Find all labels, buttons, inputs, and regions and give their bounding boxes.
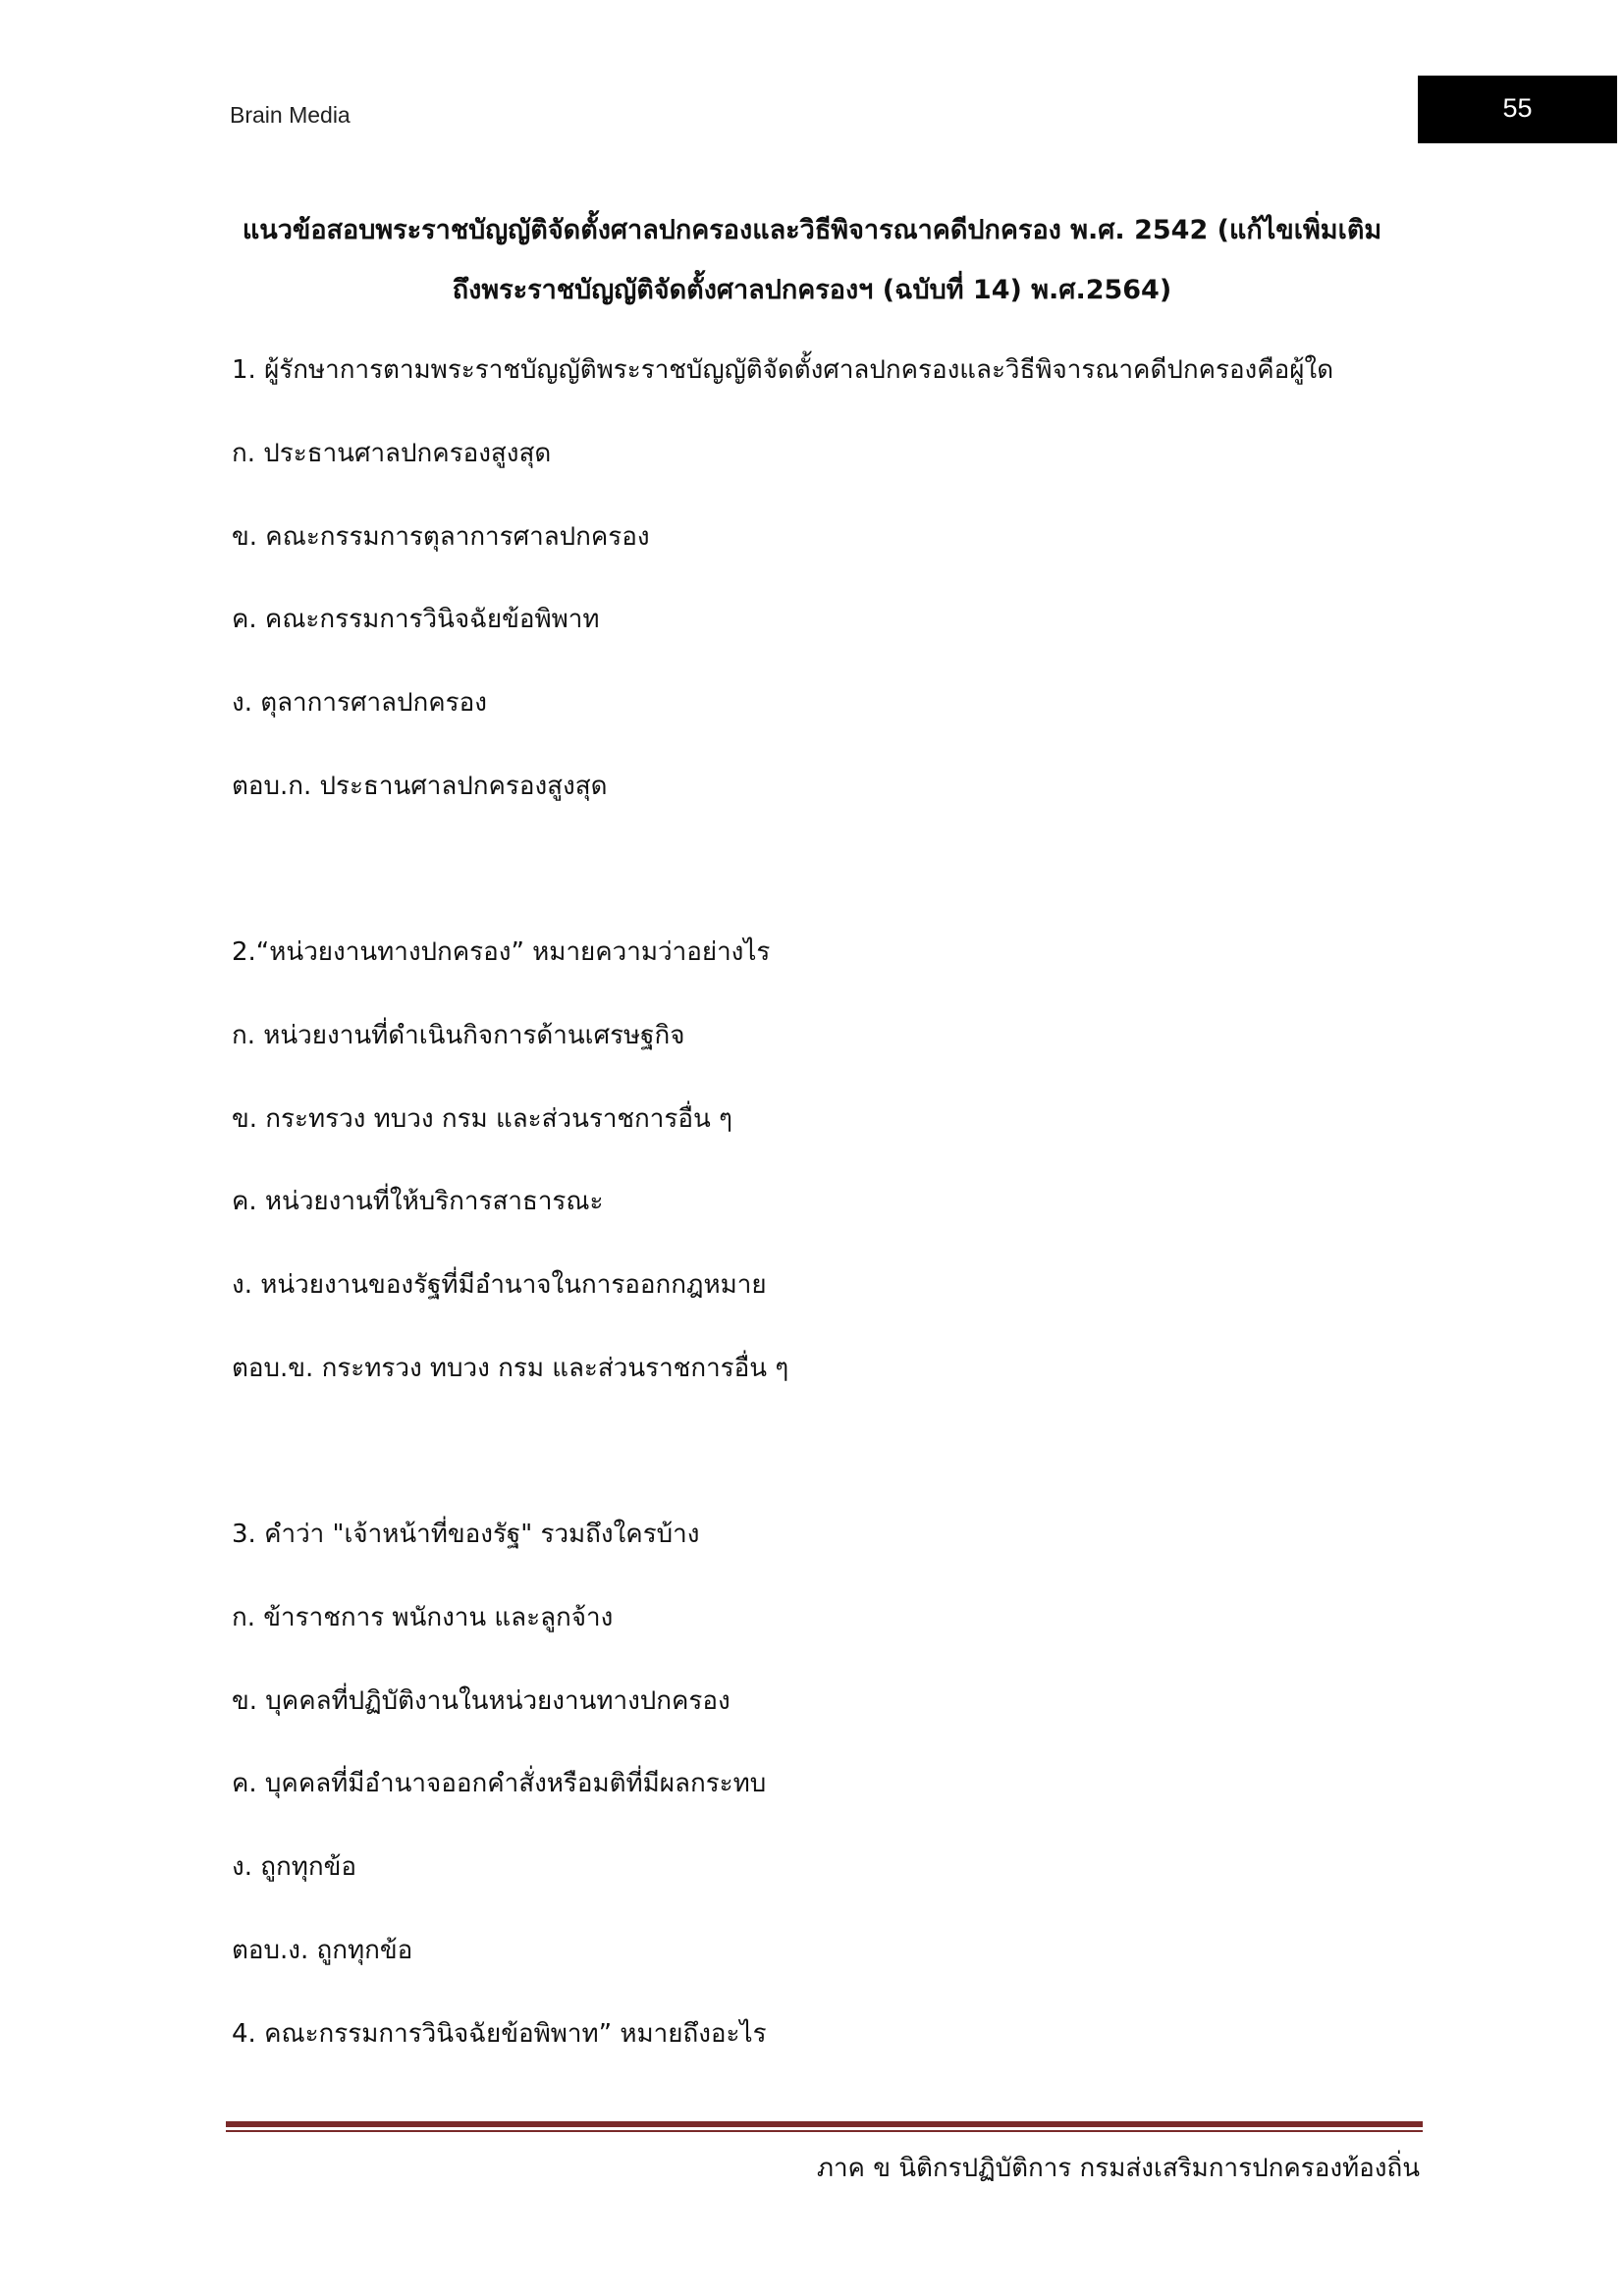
question-4-text: 4. คณะกรรมการวินิจฉัยข้อพิพาท” หมายถึงอะไร [232, 2019, 767, 2049]
page-number-box [1418, 76, 1617, 143]
question-1-answer: ตอบ.ก. ประธานศาลปกครองสูงสุด [232, 772, 608, 801]
footer-text: ภาค ข นิติกรปฏิบัติการ กรมส่งเสริมการปกครองท้องถิ่น [816, 2154, 1420, 2183]
question-2-answer: ตอบ.ข. กระทรวง ทบวง กรม และส่วนราชการอื่น ๆ [232, 1354, 789, 1383]
page-title-line-1: แนวข้อสอบพระราชบัญญัติจัดตั้งศาลปกครองและวิธีพิจารณาคดีปกครอง พ.ศ. 2542 (แก้ไขเพิ่มเติม [242, 215, 1382, 245]
question-1-text: 1. ผู้รักษาการตามพระราชบัญญัติพระราชบัญญัติจัดตั้งศาลปกครองและวิธีพิจารณาคดีปกครองคือผู้ใด [232, 355, 1334, 385]
question-2-choice-a: ก. หน่วยงานที่ดำเนินกิจการด้านเศรษฐกิจ [232, 1021, 685, 1050]
page-title-line-2: ถึงพระราชบัญญัติจัดตั้งศาลปกครองฯ (ฉบับที่ 14) พ.ศ.2564) [452, 275, 1172, 305]
question-2-choice-b: ข. กระทรวง ทบวง กรม และส่วนราชการอื่น ๆ [232, 1104, 732, 1134]
question-2-text: 2.“หน่วยงานทางปกครอง” หมายความว่าอย่างไร [232, 937, 771, 967]
question-1-choice-a: ก. ประธานศาลปกครองสูงสุด [232, 439, 552, 468]
footer-rule-thick [226, 2121, 1423, 2127]
footer-rule-thin [226, 2130, 1423, 2132]
brand-name: Brain Media [230, 102, 351, 128]
question-1-choice-b: ข. คณะกรรมการตุลาการศาลปกครอง [232, 522, 650, 552]
question-2-choice-d: ง. หน่วยงานของรัฐที่มีอำนาจในการออกกฎหมาย [232, 1270, 767, 1300]
question-3-answer: ตอบ.ง. ถูกทุกข้อ [232, 1936, 413, 1965]
question-1-choice-d: ง. ตุลาการศาลปกครอง [232, 688, 487, 718]
question-3-choice-a: ก. ข้าราชการ พนักงาน และลูกจ้าง [232, 1603, 614, 1632]
question-3-choice-d: ง. ถูกทุกข้อ [232, 1852, 356, 1882]
question-3-choice-c: ค. บุคคลที่มีอำนาจออกคำสั่งหรือมติที่มีผลกระทบ [232, 1769, 767, 1798]
question-3-choice-b: ข. บุคคลที่ปฏิบัติงานในหน่วยงานทางปกครอง [232, 1686, 731, 1716]
page-number: 55 [1502, 93, 1533, 123]
question-2-choice-c: ค. หน่วยงานที่ให้บริการสาธารณะ [232, 1187, 604, 1216]
question-3-text: 3. คำว่า "เจ้าหน้าที่ของรัฐ" รวมถึงใครบ้าง [232, 1520, 700, 1549]
question-1-choice-c: ค. คณะกรรมการวินิจฉัยข้อพิพาท [232, 605, 600, 634]
